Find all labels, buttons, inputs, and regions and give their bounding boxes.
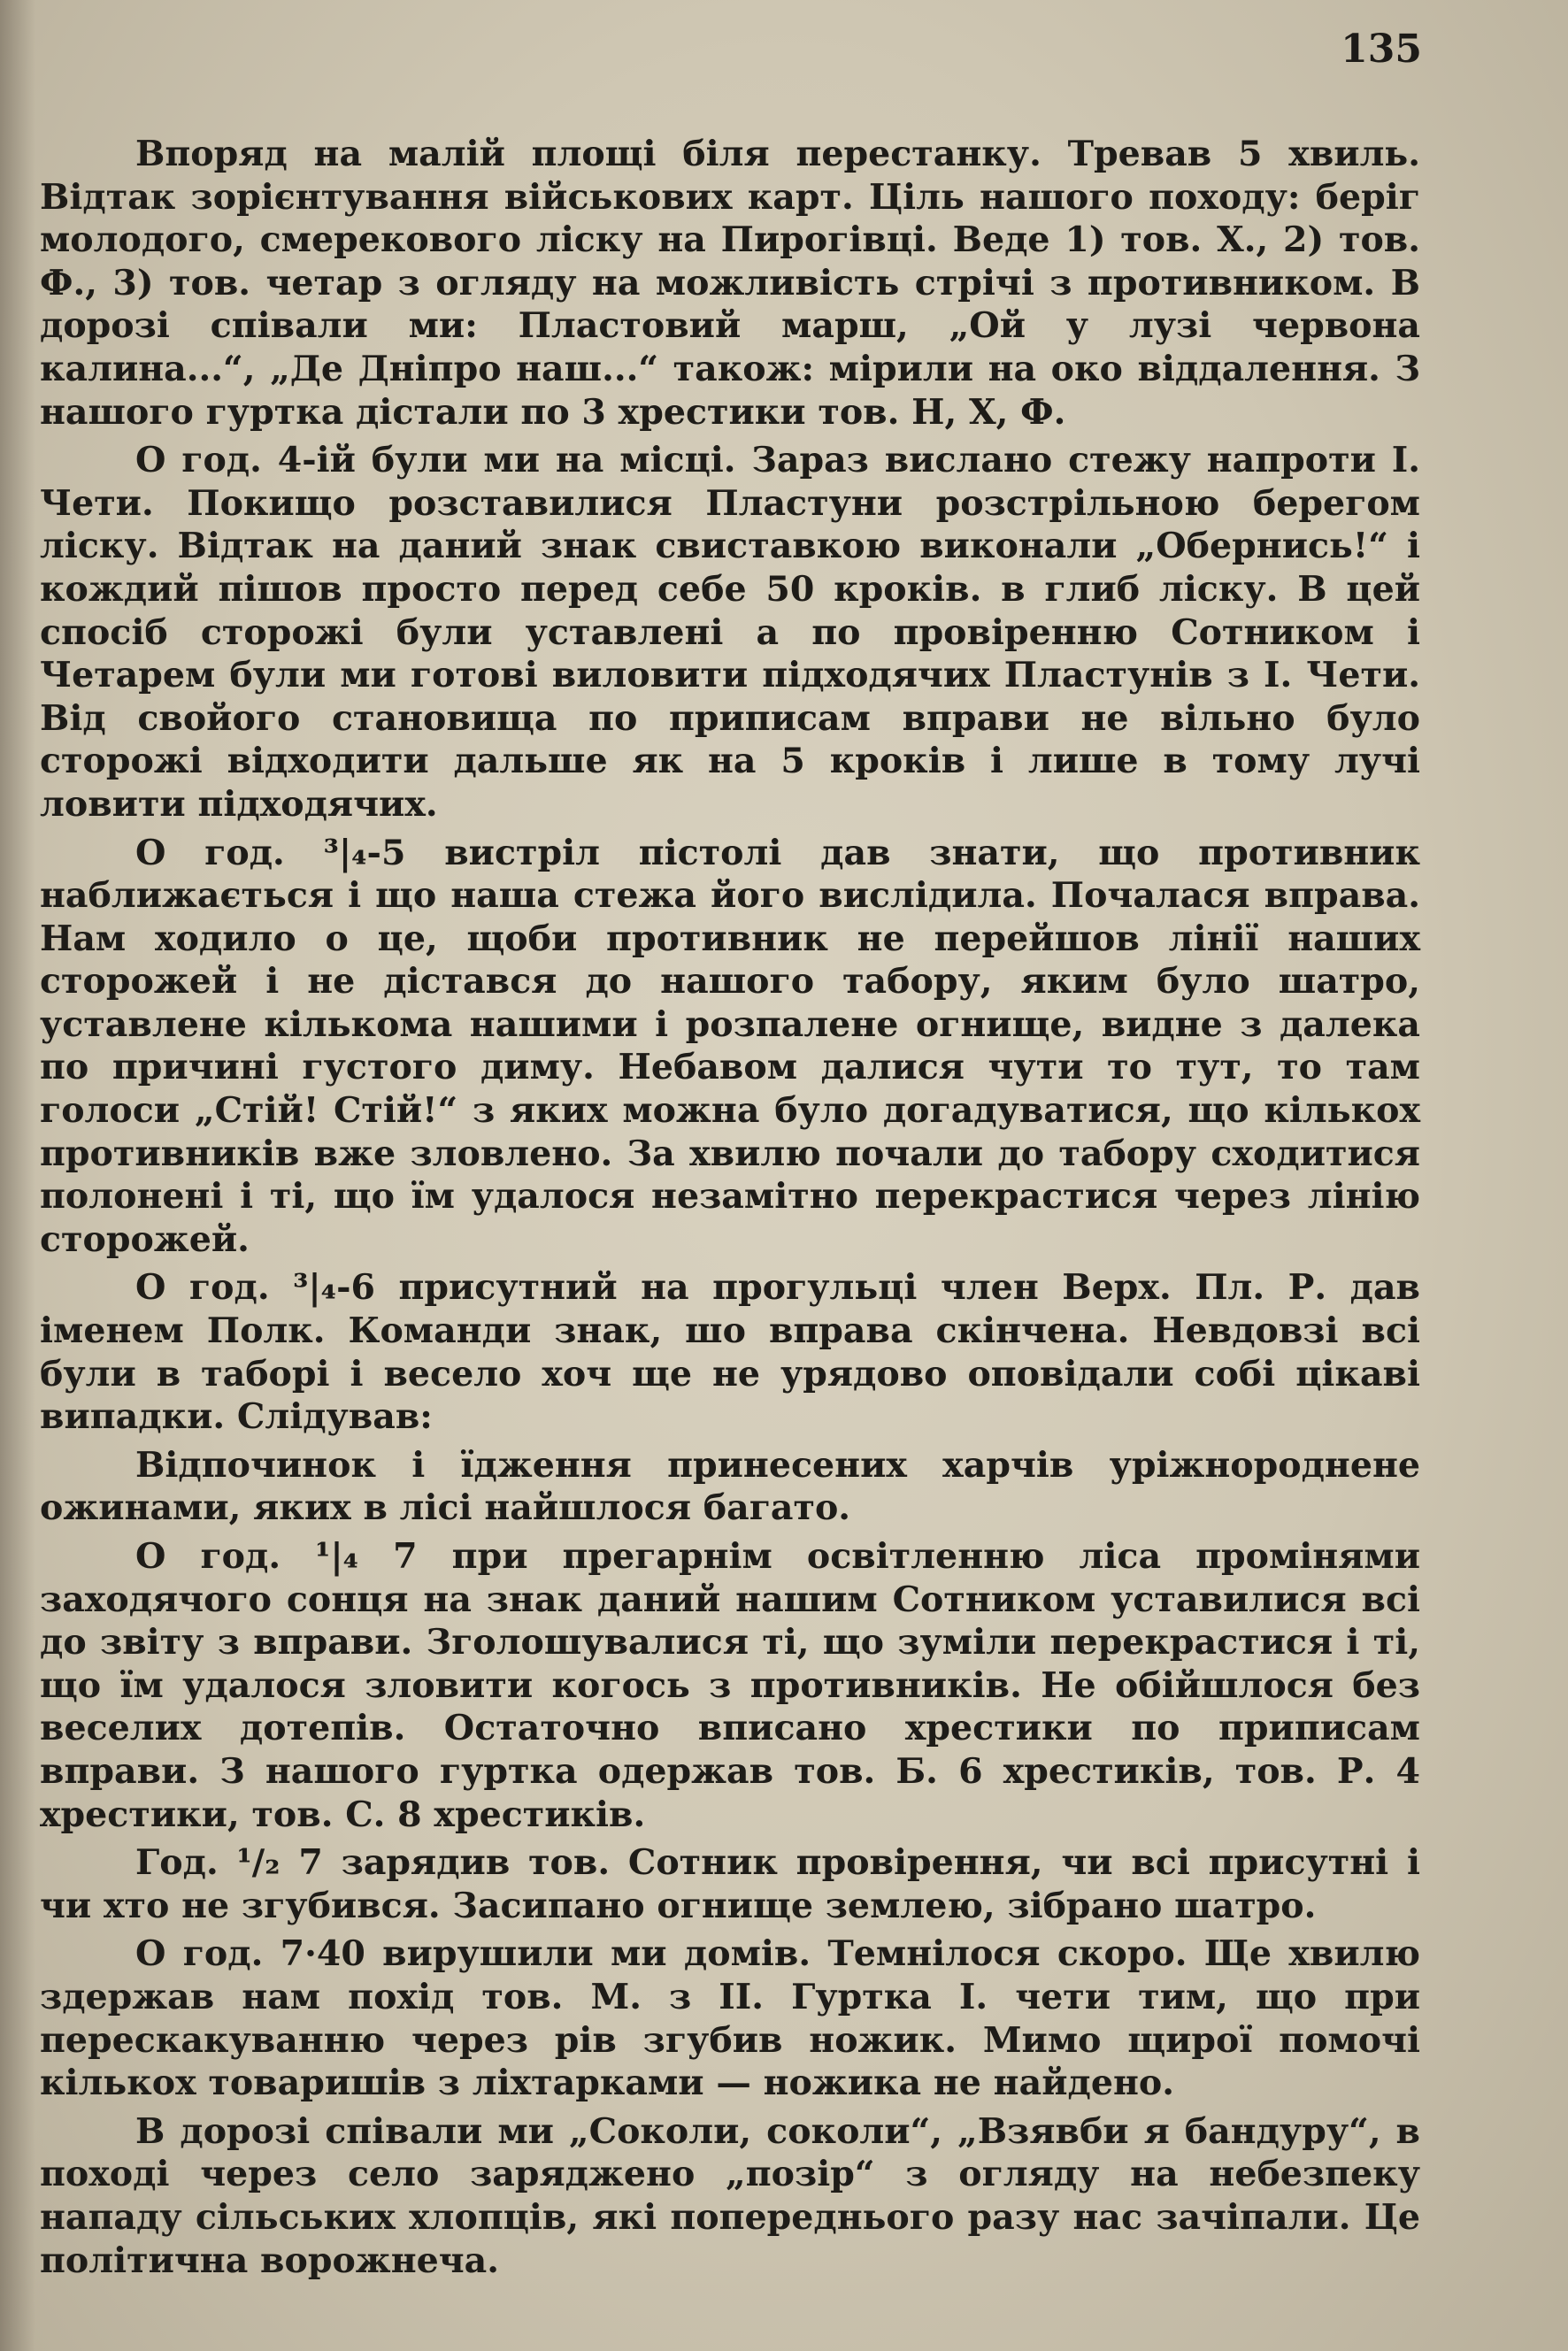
paragraph-9: В дорозі співали ми „Соколи, соколи“, „Взявби я бандуру“, в поході через село заряджено „позір“ з огляду на небезпеку нападу сільських хлопців, які попереднього разу нас зачіпали. Це політична ворожнеча.: [40, 2110, 1420, 2281]
paragraph-4: О год. ³|₄-6 присутний на прогульці член Верх. Пл. Р. дав іменем Полк. Команди знак, шо вправа скінчена. Невдовзі всі були в таборі і весело хоч ще не урядово оповідали собі цікаві випадки. Слідував:: [40, 1267, 1420, 1438]
paragraph-5: Відпочинок і їдження принесених харчів уріжнороднене ожинами, яких в лісі найшлося багато.: [40, 1444, 1420, 1529]
body-text: [40, 133, 1420, 2282]
paragraph-6: О год. ¹|₄ 7 при прегарнім освітленню ліса промінями заходячого сонця на знак даний нашим Сотником уставилися всі до звіту з вправи. Зголошувалися ті, що зуміли перекрастися і ті, що їм удалося зловити когось з противників. Не обійшлося без веселих дотепів. Остаточно вписано хрестики по приписам вправи. З нашого гуртка одержав тов. Б. 6 хрестиків, тов. Р. 4 хрестики, тов. С. 8 хрестиків.: [40, 1536, 1420, 1835]
paragraph-1: Впоряд на малій площі біля перестанку. Тревав 5 хвиль. Відтак зорієнтування військових карт. Ціль нашого походу: беріг молодого, смерекового ліску на Пирогівці. Веде 1) тов. Х., 2) тов. Ф., 3) тов. четар з огляду на можливість стрічі з противником. В дорозі співали ми: Пластовий марш, „Ой у лузі червона калина...“, „Де Дніпро наш...“ також: мірили на око віддалення. З нашого гуртка дістали по 3 хрестики тов. Н, Х, Ф.: [40, 134, 1420, 433]
paragraph-2: О год. 4-ій були ми на місці. Зараз вислано стежу напроти І. Чети. Покищо розставилися Пластуни розстрільною берегом ліску. Відтак на даний знак свиставкою виконали „Обернись!“ і кождий пішов просто перед себе 50 кроків. в глиб ліску. В цей спосіб сторожі були уставлені а по провіренню Сотником і Четарем були ми готові виловити підходячих Пластунів з І. Чети. Від свойого становища по приписам вправи не вільно було сторожі відходити дальше як на 5 кроків і лише в тому лучі ловити підходячих.: [40, 440, 1420, 825]
paragraph-7: Год. ¹/₂ 7 зарядив тов. Сотник провірення, чи всі присутні і чи хто не згубився. Засипано огнище землею, зібрано шатро.: [40, 1842, 1420, 1926]
paragraph-8: О год. 7·40 вирушили ми домів. Темнілося скоро. Ще хвилю здержав нам похід тов. М. з ІІ. Гуртка І. чети тим, що при перескакуванню через рів згубив ножик. Мимо щирої помочі кількох товаришів з ліхтарками — ножика не найдено.: [40, 1933, 1420, 2104]
paragraph-3: О год. ³|₄-5 вистріл пістолі дав знати, що противник наближається і що наша стежа його вислідила. Почалася вправа. Нам ходило о це, щоби противник не перейшов лінії наших сторожей і не дістався до нашого табору, яким було шатро, уставлене кількома нашими і розпалене огнище, видне з далека по причині густого диму. Небавом далися чути то тут, то там голоси „Стій! Стій!“ з яких можна було догадуватися, що кількох противників вже зловлено. За хвилю почали до табору сходитися полонені і ті, що їм удалося незамітно перекрастися через лінію сторожей.: [40, 832, 1420, 1260]
page-edge-shadow: [0, 0, 35, 2351]
page-number: 135: [1341, 27, 1422, 72]
